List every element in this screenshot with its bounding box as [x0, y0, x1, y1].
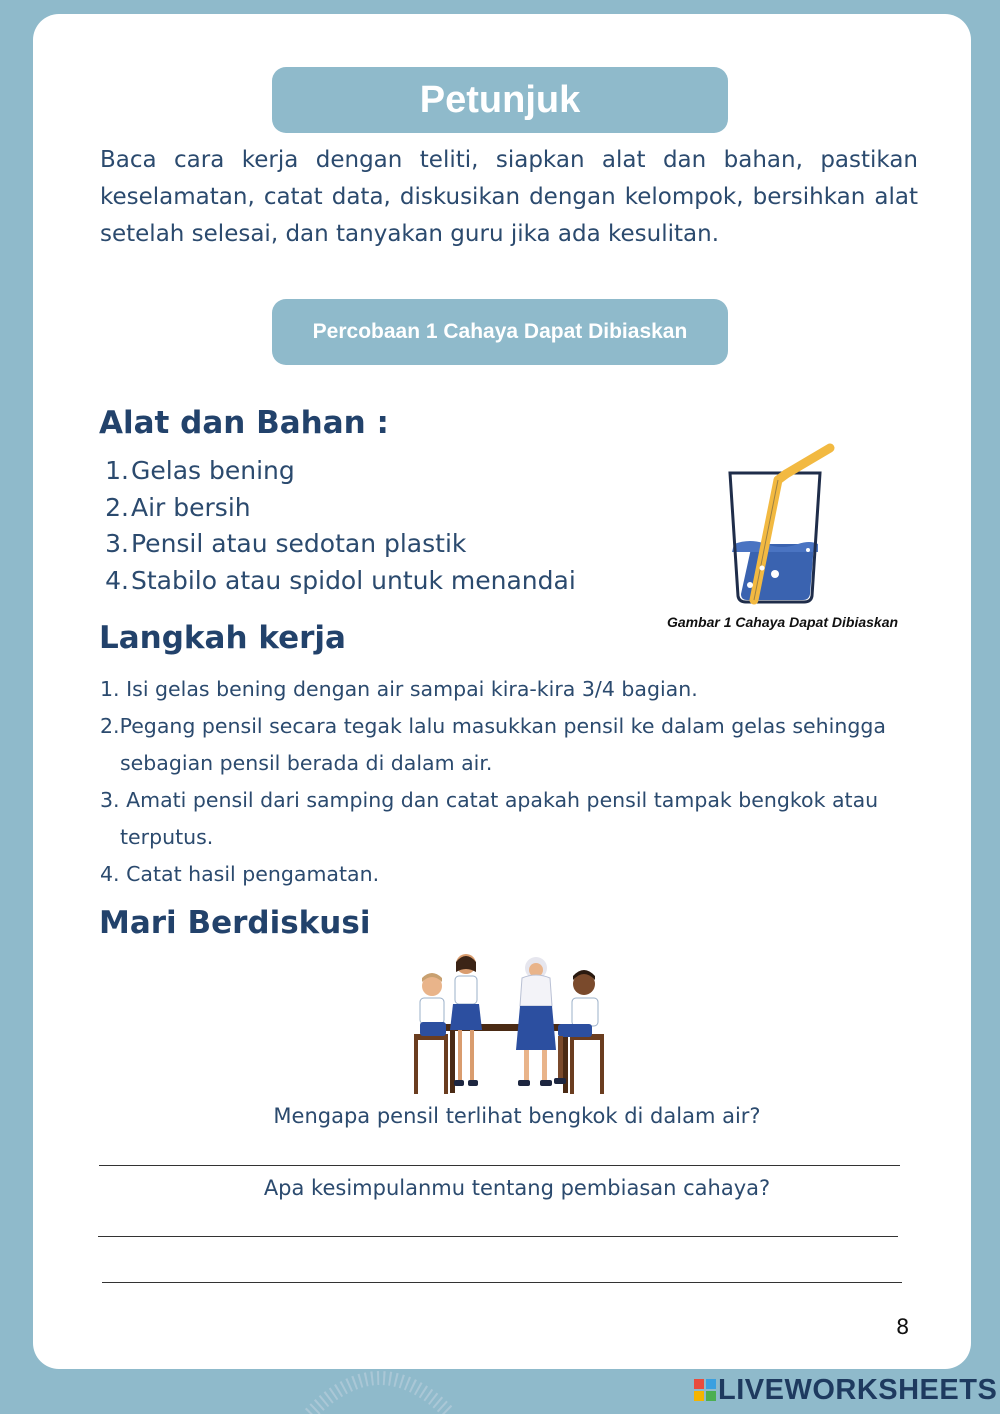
- decorative-arc-icon: [300, 1352, 460, 1414]
- item-text: Air bersih: [131, 492, 251, 522]
- discussion-question-1: Mengapa pensil terlihat bengkok di dalam air?: [273, 1104, 761, 1128]
- list-item: [105, 526, 576, 563]
- experiment-title: Percobaan 1 Cahaya Dapat Dibiaskan: [272, 299, 728, 365]
- step-text: Isi gelas bening dengan air sampai kira-kira 3/4 bagian.: [126, 677, 698, 701]
- step-text: Pegang pensil secara tegak lalu masukkan pensil ke dalam gelas sehingga: [119, 714, 886, 738]
- steps-heading: Langkah kerja: [99, 620, 346, 656]
- figure-caption: Gambar 1 Cahaya Dapat Dibiaskan: [666, 614, 899, 630]
- list-item: [100, 671, 930, 708]
- step-text-continued: sebagian pensil berada di dalam air.: [120, 751, 493, 775]
- instructions-body: Baca cara kerja dengan teliti, siapkan alat dan bahan, pastikan keselamatan, catat data, diskusikan dengan kelompok, bersihkan alat setelah selesai, dan tanyakan guru jika ada kesulitan.: [100, 147, 918, 247]
- discussion-heading: Mari Berdiskusi: [99, 905, 371, 941]
- step-text: Amati pensil dari samping dan catat apakah pensil tampak bengkok atau: [126, 788, 879, 812]
- liveworksheets-logo-icon: [694, 1379, 716, 1401]
- students-discussion-icon: [408, 950, 613, 1098]
- step-number: 2.: [100, 714, 120, 738]
- materials-list: [105, 453, 576, 599]
- steps-list: [100, 671, 930, 893]
- step-number: 4.: [100, 862, 120, 886]
- item-number: 3.: [105, 529, 129, 558]
- brand-text: LIVEWORKSHEETS: [718, 1374, 998, 1406]
- item-number: 1.: [105, 456, 129, 485]
- step-text-continued: terputus.: [120, 825, 214, 849]
- list-item: [100, 782, 930, 856]
- answer-line-2[interactable]: [98, 1236, 898, 1237]
- item-number: 4.: [105, 565, 129, 595]
- materials-heading: Alat dan Bahan :: [99, 405, 389, 441]
- list-item: [105, 563, 576, 600]
- glass-with-straw-icon: [720, 440, 840, 610]
- step-number: 3.: [100, 788, 120, 812]
- discussion-question-2: Apa kesimpulanmu tentang pembiasan cahaya?: [263, 1176, 771, 1200]
- item-number: 2.: [105, 492, 129, 522]
- step-number: 1.: [100, 677, 120, 701]
- list-item: [105, 453, 576, 490]
- item-text: Gelas bening: [131, 456, 295, 485]
- list-item: [105, 490, 576, 527]
- list-item: [100, 856, 930, 893]
- item-text: Pensil atau sedotan plastik: [131, 529, 467, 558]
- answer-line-3[interactable]: [102, 1282, 902, 1283]
- answer-line-1[interactable]: [99, 1165, 900, 1166]
- item-text: Stabilo atau spidol untuk menandai: [131, 565, 576, 595]
- list-item: [100, 708, 930, 782]
- step-text: Catat hasil pengamatan.: [126, 862, 380, 886]
- page-number: 8: [896, 1315, 910, 1339]
- liveworksheets-brand[interactable]: [694, 1374, 997, 1407]
- instructions-title: Petunjuk: [272, 67, 728, 133]
